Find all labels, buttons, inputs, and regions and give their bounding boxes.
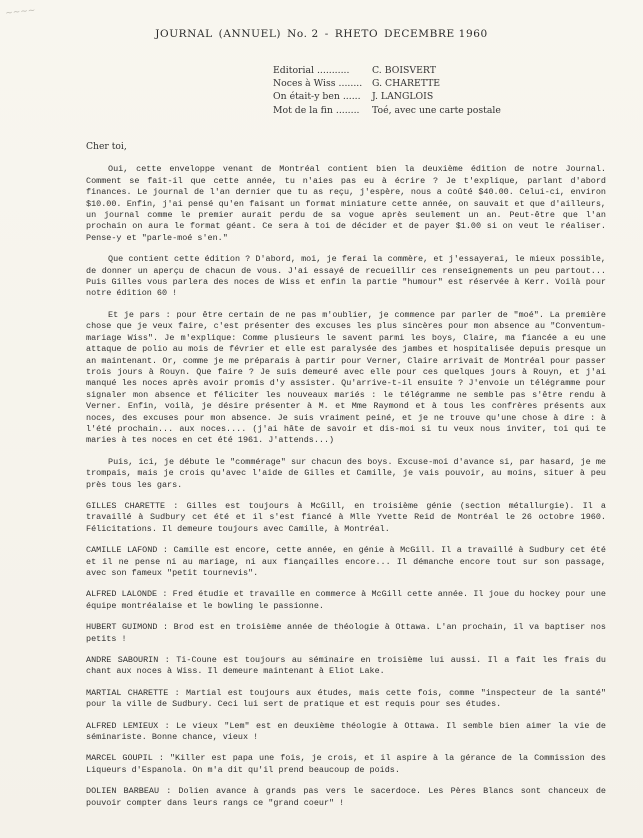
toc-author: C. BOISVERT <box>372 65 436 76</box>
journal-header <box>0 28 643 40</box>
entry-alfred-lemieux: ALFRED LEMIEUX : Le vieux "Lem" est en deuxième théologie à Ottawa. Il semble bien aimer la vie de séminariste. Bonne chance, vieux ! <box>86 720 606 743</box>
paragraph-gossip-intro: Puis, ici, je débute le "commérage" sur chacun des boys. Excuse-moi d'avance si, par hasard, je me trompais, mais je crois qu'avec l'aide de Gilles et Camille, je vais pouvoir, au moins, situer à peu près tous les gars. <box>86 456 606 490</box>
letter-body <box>86 141 606 819</box>
toc-label: Noces à Wiss <box>273 78 336 90</box>
toc-row <box>273 64 603 77</box>
entry-dolien-barbeau: DOLIEN BARBEAU : Dolien avance à grands pas vers le sacerdoce. Les Pères Blancs sont chanceux de pouvoir compter dans leurs rangs ce "grand coeur" ! <box>86 786 606 808</box>
entry-alfred-lalonde: ALFRED LALONDE : Fred étudie et travaille en commerce à McGill cette année. Il joue du hockey pour une équipe montréalaise et le bowling le passionne. <box>86 589 606 611</box>
toc-dots: ........ <box>335 104 360 116</box>
paragraph-finances: Oui, cette enveloppe venant de Montréal contient bien la deuxième édition de notre Journal. Comment se fait-il que cette année, tu n'aies pas eu à écrire ? Je t'explique, parlant d'abord finances. Le journal de l'an dernier que tu as reçu, j'espère, nous a coûté $40.00. Celui-ci, environ $10.00. Enfin, j'ai pensé qu'en faisant un format miniature cette année, on sauvait et que d'ailleurs, un journal comme le premier aurait perdu de sa vogue après seulement un an. Peut-être que l'an prochain on aura le format géant. Ce sera à toi de décider et de payer $1.00 si on veut le réaliser. Pense-y et "parle-moé s'en." <box>86 164 606 243</box>
corner-smudge: ~~~~ <box>4 5 36 19</box>
toc-author: Toé, avec une carte postale <box>372 104 501 116</box>
entry-andre-sabourin: ANDRE SABOURIN : Ti-Coune est toujours au séminaire en troisième lui aussi. Il a fait les frais du chant aux noces à Wiss. Il demeure maintenant à Eliot Lake. <box>86 655 606 677</box>
header-class: RHETO <box>334 28 379 40</box>
toc-author: G. CHARETTE <box>372 78 441 90</box>
toc-label: On était-y ben <box>273 91 340 103</box>
header-date: DECEMBRE 1960 <box>384 28 488 40</box>
entry-martial-charette: MARTIAL CHARETTE : Martial est toujours aux études, mais cette fois, comme "inspecteur de la santé" pour la ville de Sudbury. Ceci lui sert de pratique et est requis pour ses études. <box>86 687 606 710</box>
toc-row <box>273 90 603 103</box>
toc-author: J. LANGLOIS <box>372 91 434 103</box>
paragraph-contents: Que contient cette édition ? D'abord, moi, je ferai la commère, et j'essayerai, le mieux possible, de donner un aperçu de chacun de vous. J'ai essayé de recueillir ces renseignements un peu partout... Puis Gilles vous parlera des noces de Wiss et enfin la partie "humour" est réservée à Kerr. Voilà pour notre édition 60 ! <box>86 254 606 299</box>
header-annuel: (ANNUEL) <box>218 28 282 40</box>
header-journal: JOURNAL <box>155 28 213 40</box>
table-of-contents <box>273 64 603 117</box>
toc-row <box>273 104 603 117</box>
toc-dots: ...... <box>342 91 361 103</box>
toc-dots: ........ <box>338 78 363 90</box>
entry-camille-lafond: CAMILLE LAFOND : Camille est encore, cette année, en génie à McGill. Il a travaillé à Sudbury cet été et il ne pense ni au mariage, ni aux fiançailles encore... Il démanche encore tout sur son passage, avec son fameux "petit tournevis". <box>86 545 606 578</box>
toc-dots: ........... <box>316 65 350 76</box>
paragraph-apology: Et je pars : pour être certain de ne pas m'oublier, je commence par parler de "moé". La première chose que je veux faire, c'est présenter des excuses les plus sincères pour mon absence au "Conventum-mariage Wiss". Je m'explique: Comme plusieurs le savent parmi les boys, Claire, ma fiancée a eu une attaque de polio au mois de février et elle est paralysée des jambes et hospitalisée depuis presque un an maintenant. Or, comme je me préparais à partir pour Verner, Claire arrivait de Montréal pour passer trois jours à Rouyn. Que faire ? Je suis demeuré avec elle pour ces quelques jours à Rouyn, et j'ai manqué les noces après avoir promis d'y assister. Qu'arrive-t-il ensuite ? J'envoie un télégramme pour signaler mon absence et féliciter les nouveaux mariés : le télégramme ne semble pas s'être rendu à Verner. Enfin, voilà, je désire présenter à M. et Mme Raymond et à tous les confrères présents aux noces, des excuses pour mon absence. Je suis vraiment peiné, et je ne trouve qu'une chose à dire : à l'été prochain... aux noces.... (j'ai hâte de savoir et dis-moi si tu veux nous inviter, toi qui te maries à tes noces en cet été 1961. J'attends...) <box>86 309 606 446</box>
toc-label: Editorial <box>273 65 314 76</box>
header-dash: - <box>324 28 329 40</box>
entry-gilles-charette: GILLES CHARETTE : Gilles est toujours à McGill, en troisième génie (section métallurgie). Il a travaillé à Sudbury cet été et il s'est fiancé à Mlle Yvette Reid de Montréal le 26 octobre 1960. Félicitations. Il demeure toujours avec Camille, à Montréal. <box>86 500 606 534</box>
toc-label: Mot de la fin <box>273 104 333 116</box>
entry-hubert-guimond: HUBERT GUIMOND : Brod est en troisième année de théologie à Ottawa. L'an prochain, il va baptiser nos petits ! <box>86 622 606 644</box>
entry-marcel-goupil: MARCEL GOUPIL : "Killer est papa une fois, je crois, et il aspire à la gérance de la Commission des Liqueurs d'Espanola. On m'a dit qu'il prend beaucoup de poids. <box>86 753 606 775</box>
greeting: Cher toi, <box>86 141 127 152</box>
toc-row <box>273 77 603 90</box>
header-number: No. 2 <box>287 28 319 40</box>
